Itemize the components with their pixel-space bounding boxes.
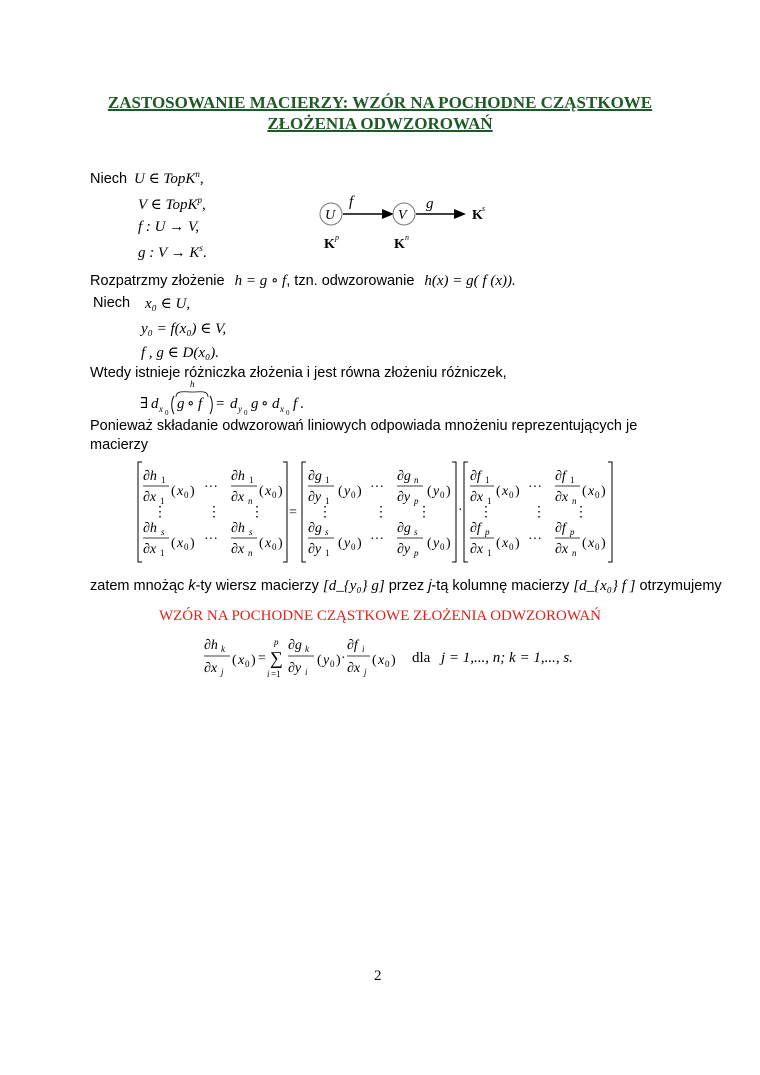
condition-4: g : $V \to K^s$. — [138, 243, 207, 261]
final-df — [347, 638, 396, 677]
formula-heading: WZÓR NA POCHODNE CZĄSTKOWE ZŁOŻENIA ODWZOROWAŃ — [158, 608, 602, 624]
f-symbol-2: f — [293, 396, 298, 412]
mid-entry-11 — [308, 469, 362, 506]
paren-left — [172, 396, 174, 414]
lhs-entry-11 — [143, 469, 195, 506]
title-line-2: ZŁOŻENIA ODWZOROWAŃ — [267, 114, 493, 133]
svg-text:n: n — [248, 548, 253, 558]
lhs-ddots: ⋮ — [207, 505, 221, 520]
svg-text:n: n — [572, 548, 577, 558]
svg-text:n: n — [572, 496, 577, 506]
arrow-f-head — [382, 209, 394, 219]
svg-text:): ) — [251, 653, 256, 668]
mid-hdots-2: ··· — [370, 532, 384, 547]
svg-text:1: 1 — [485, 475, 490, 485]
svg-text:s: s — [249, 527, 253, 537]
svg-text:1: 1 — [570, 475, 575, 485]
svg-text:∂h: ∂h — [231, 521, 245, 536]
svg-text:): ) — [278, 484, 283, 499]
svg-text:): ) — [190, 536, 195, 551]
svg-text:∂x: ∂x — [143, 542, 157, 557]
d-symbol-3: d — [272, 396, 280, 412]
final-formula — [204, 632, 584, 684]
svg-text:∂g: ∂g — [397, 521, 411, 536]
circ-symbol-2: ∘ — [261, 396, 269, 412]
domain-space-sup: p — [335, 233, 339, 242]
svg-text:): ) — [357, 484, 362, 499]
lhs-entry-1n — [231, 469, 283, 506]
svg-text:(: ( — [171, 536, 176, 551]
svg-text:0: 0 — [330, 659, 335, 669]
svg-text:): ) — [446, 484, 451, 499]
poniewaz-line-1: Ponieważ składanie odwzorowań liniowych odpowiada mnożeniu reprezentujących je — [90, 418, 638, 434]
d-sub-2: y — [238, 404, 242, 414]
svg-text:i: i — [305, 667, 308, 677]
svg-text:p: p — [414, 496, 419, 506]
svg-text:y: y — [323, 653, 330, 668]
svg-text:1: 1 — [487, 548, 492, 558]
svg-text:∂y: ∂y — [308, 542, 322, 557]
svg-text:x: x — [265, 536, 272, 551]
arrow-g-label: g — [426, 196, 434, 212]
svg-text:): ) — [446, 536, 451, 551]
rhs-vdots-2: ⋮ — [574, 505, 588, 520]
svg-text:x: x — [588, 536, 595, 551]
mid-vdots-1: ⋮ — [318, 505, 332, 520]
svg-text:∂y: ∂y — [308, 490, 322, 505]
svg-text:x: x — [378, 653, 385, 668]
target-space: K — [472, 208, 483, 223]
svg-text:0: 0 — [351, 542, 356, 552]
mid-bracket-right — [452, 462, 456, 562]
svg-text:(: ( — [338, 536, 343, 551]
svg-text:x: x — [588, 484, 595, 499]
svg-text:x: x — [177, 536, 184, 551]
svg-text:∂x: ∂x — [143, 490, 157, 505]
mid-ddots: ⋮ — [374, 505, 388, 520]
page-number: 2 — [374, 968, 382, 984]
svg-text:): ) — [357, 536, 362, 551]
chain-rule-statement: Wtedy istnieje różniczka złożenia i jest równa złożeniu różniczek, — [90, 365, 507, 381]
lhs-entry-sn — [231, 521, 283, 558]
lhs-bracket-right — [283, 462, 287, 562]
target-space-sup: s — [482, 204, 486, 213]
svg-text:p: p — [414, 548, 419, 558]
svg-text:): ) — [515, 536, 520, 551]
exists-symbol: ∃ — [140, 396, 149, 412]
svg-text:∂g: ∂g — [308, 469, 322, 484]
condition-1: U ∈ TopK$^n$, — [134, 169, 204, 187]
svg-text:0: 0 — [184, 490, 189, 500]
svg-text:0: 0 — [595, 490, 600, 500]
svg-text:k: k — [221, 644, 225, 654]
svg-text:∂x: ∂x — [204, 661, 218, 676]
svg-text:∂f: ∂f — [555, 521, 566, 536]
rhs-entry-1n — [555, 469, 606, 506]
svg-text:0: 0 — [440, 490, 445, 500]
domain-space-label: K — [324, 237, 335, 252]
svg-text:1: 1 — [160, 548, 165, 558]
svg-text:∂x: ∂x — [555, 490, 569, 505]
svg-text:x: x — [265, 484, 272, 499]
final-dg — [288, 638, 346, 677]
rhs-entry-p1 — [470, 521, 520, 558]
svg-text:∂h: ∂h — [204, 638, 218, 653]
svg-text:(: ( — [259, 484, 264, 499]
node-u: U — [325, 208, 336, 223]
node-v: V — [398, 208, 407, 223]
svg-text:y: y — [344, 484, 351, 499]
svg-text:(: ( — [338, 484, 343, 499]
final-dla: dla — [412, 650, 431, 666]
svg-text:y: y — [433, 536, 440, 551]
svg-text:(: ( — [496, 536, 501, 551]
svg-text:(: ( — [582, 536, 587, 551]
svg-text:∂g: ∂g — [397, 469, 411, 484]
mid-bracket-left — [302, 462, 306, 562]
svg-text:1: 1 — [161, 475, 166, 485]
svg-text:∂x: ∂x — [470, 542, 484, 557]
point-y0: y₀ = f(x₀) ∈ V, — [141, 321, 227, 337]
equals-sign: = — [216, 396, 225, 412]
svg-text:): ) — [391, 653, 396, 668]
svg-text:0: 0 — [385, 659, 390, 669]
mapping-diagram — [310, 188, 510, 258]
d-subsub-3: 0 — [286, 409, 290, 417]
lhs-bracket-left — [138, 462, 142, 562]
lhs-vdots-1: ⋮ — [153, 505, 167, 520]
paren-right — [210, 396, 212, 414]
svg-text:∂f: ∂f — [347, 638, 358, 653]
rhs-hdots-2: ··· — [528, 532, 542, 547]
final-lhs — [204, 638, 256, 677]
svg-text:∂x: ∂x — [555, 542, 569, 557]
svg-text:(: ( — [171, 484, 176, 499]
svg-text:1: 1 — [487, 496, 492, 506]
svg-text:): ) — [336, 653, 341, 668]
rhs-hdots-1: ··· — [528, 480, 542, 495]
svg-text:): ) — [601, 484, 606, 499]
svg-text:x: x — [502, 536, 509, 551]
svg-text:·: · — [341, 651, 346, 666]
svg-text:(: ( — [232, 653, 237, 668]
svg-text:∑: ∑ — [270, 648, 283, 668]
svg-text:p: p — [274, 637, 279, 647]
svg-text:(: ( — [372, 653, 377, 668]
svg-text:(: ( — [427, 484, 432, 499]
svg-text:x: x — [177, 484, 184, 499]
svg-text:1: 1 — [249, 475, 254, 485]
svg-text:∂g: ∂g — [308, 521, 322, 536]
condition-2: V ∈ TopK$^p$, — [138, 195, 206, 213]
svg-text:(: ( — [496, 484, 501, 499]
matrix-equals: = — [289, 505, 297, 520]
svg-text:(: ( — [317, 653, 322, 668]
svg-text:x: x — [502, 484, 509, 499]
svg-text:∂h: ∂h — [231, 469, 245, 484]
svg-text:0: 0 — [245, 659, 250, 669]
svg-text:0: 0 — [272, 542, 277, 552]
svg-text:0: 0 — [272, 490, 277, 500]
f-symbol: f — [198, 396, 203, 412]
svg-text:∂x: ∂x — [231, 542, 245, 557]
d-subsub-1: 0 — [165, 409, 169, 417]
svg-text:): ) — [278, 536, 283, 551]
svg-text:1: 1 — [325, 475, 330, 485]
mid-vdots-2: ⋮ — [417, 505, 431, 520]
svg-text:y: y — [433, 484, 440, 499]
svg-text:∂y: ∂y — [397, 542, 411, 557]
svg-text:∂h: ∂h — [143, 469, 157, 484]
differential-formula — [140, 380, 320, 418]
svg-text:1: 1 — [325, 496, 330, 506]
lhs-hdots-2: ··· — [204, 532, 218, 547]
svg-text:x: x — [238, 653, 245, 668]
svg-text:0: 0 — [509, 490, 514, 500]
svg-text:∂x: ∂x — [347, 661, 361, 676]
page-title — [60, 92, 700, 134]
d-symbol-1: d — [151, 396, 159, 412]
lhs-hdots-1: ··· — [204, 480, 218, 495]
rhs-entry-11 — [470, 469, 520, 506]
svg-text:∂y: ∂y — [397, 490, 411, 505]
svg-text:(: ( — [259, 536, 264, 551]
svg-text:∂f: ∂f — [470, 521, 481, 536]
svg-text:∂g: ∂g — [288, 638, 302, 653]
d-subsub-2: 0 — [244, 409, 248, 417]
final-range: j = 1,..., n; k = 1,..., s. — [441, 650, 573, 666]
rhs-vdots-1: ⋮ — [479, 505, 493, 520]
zatem-line: zatem mnożąc k-ty wiersz macierzy [d_{y₀} g] przez j-tą kolumnę macierzy [d_{x₀} f ] otrzymujemy — [90, 578, 722, 594]
svg-text:p: p — [570, 527, 575, 537]
condition-3: f : U → V, — [138, 219, 199, 235]
svg-text:): ) — [515, 484, 520, 499]
svg-text:n: n — [414, 475, 419, 485]
point-x0: x₀ ∈ U, — [145, 296, 191, 312]
svg-text:∂y: ∂y — [288, 661, 302, 676]
period: . — [300, 396, 304, 412]
circ-symbol: ∘ — [187, 396, 195, 412]
svg-text:j: j — [364, 667, 367, 677]
svg-text:0: 0 — [509, 542, 514, 552]
svg-text:s: s — [414, 527, 418, 537]
svg-text:∂x: ∂x — [231, 490, 245, 505]
middle-space-sup: n — [405, 233, 409, 242]
title-line-1: ZASTOSOWANIE MACIERZY: WZÓR NA POCHODNE CZĄSTKOWE — [107, 93, 653, 112]
g-symbol-2: g — [251, 396, 259, 412]
svg-text:∂h: ∂h — [143, 521, 157, 536]
matrix-dot: · — [458, 503, 463, 518]
final-equals: = — [258, 651, 266, 666]
svg-text:(: ( — [427, 536, 432, 551]
d-symbol-2: d — [230, 396, 238, 412]
svg-text:): ) — [190, 484, 195, 499]
svg-text:k: k — [305, 644, 309, 654]
svg-text:0: 0 — [440, 542, 445, 552]
svg-text:s: s — [325, 527, 329, 537]
svg-text:∂f: ∂f — [470, 469, 481, 484]
poniewaz-line-2: macierzy — [90, 437, 149, 453]
lhs-vdots-2: ⋮ — [250, 505, 264, 520]
svg-text:j: j — [221, 667, 224, 677]
mid-entry-1p — [397, 469, 451, 506]
svg-text:=1: =1 — [271, 669, 281, 679]
svg-text:0: 0 — [184, 542, 189, 552]
svg-text:i: i — [362, 644, 365, 654]
svg-text:0: 0 — [351, 490, 356, 500]
svg-text:0: 0 — [595, 542, 600, 552]
svg-text:∂x: ∂x — [470, 490, 484, 505]
svg-text:(: ( — [582, 484, 587, 499]
svg-text:y: y — [344, 536, 351, 551]
svg-text:p: p — [485, 527, 490, 537]
lhs-entry-s1 — [143, 521, 195, 558]
overbrace-h: h — [190, 380, 195, 389]
arrow-g-head — [454, 209, 466, 219]
svg-text:∂f: ∂f — [555, 469, 566, 484]
svg-text:1: 1 — [160, 496, 165, 506]
niech-label-2: Niech — [93, 295, 131, 311]
svg-text:n: n — [248, 496, 253, 506]
d-sub-3: x — [280, 404, 284, 414]
rhs-entry-pn — [555, 521, 606, 558]
final-sum — [267, 637, 283, 679]
rhs-bracket-left — [464, 462, 468, 562]
svg-text:1: 1 — [325, 548, 330, 558]
mid-hdots-1: ··· — [370, 480, 384, 495]
rhs-bracket-right — [608, 462, 612, 562]
matrix-equation — [134, 458, 624, 568]
differentiability: f , g ∈ D(x₀). — [141, 345, 219, 361]
g-symbol: g — [177, 396, 185, 412]
mid-entry-sp — [397, 521, 451, 558]
mid-entry-s1 — [308, 521, 362, 558]
rhs-ddots: ⋮ — [532, 505, 546, 520]
svg-text:i: i — [267, 669, 270, 679]
d-sub-1: x — [159, 404, 163, 414]
svg-text:s: s — [161, 527, 165, 537]
svg-text:): ) — [601, 536, 606, 551]
arrow-f-label: f — [349, 194, 354, 210]
middle-space-label: K — [394, 237, 405, 252]
composition-line: Rozpatrzmy złożenie h = g ∘ f, tzn. odwzorowanie h(x) = g( f (x)). — [90, 273, 516, 289]
niech-label: Niech — [90, 171, 128, 187]
